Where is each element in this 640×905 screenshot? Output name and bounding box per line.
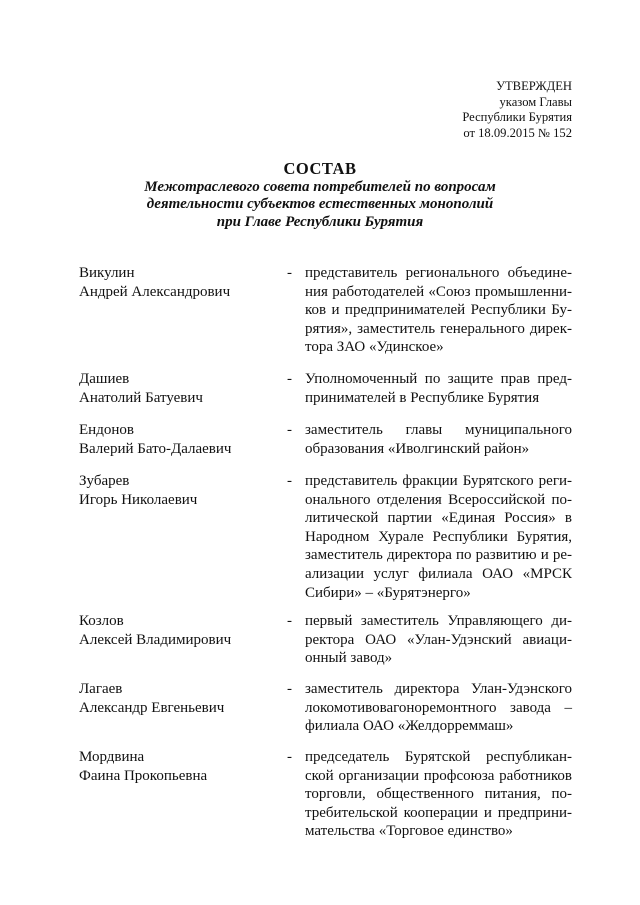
member-dash: - [287, 371, 292, 387]
member-name [79, 421, 231, 458]
approval-line-republic: Республики Бурятия [462, 110, 572, 124]
member-name [79, 264, 230, 301]
member-surname: Викулин [79, 265, 135, 281]
heading-line-2: деятельности субъектов естественных монополий [146, 196, 494, 212]
member-name [79, 472, 197, 509]
member-surname: Зубарев [79, 473, 130, 489]
approval-line-approved: УТВЕРЖДЕН [496, 79, 572, 93]
member-role: заместитель главы муниципального образования «Иволгинский район» [305, 422, 572, 457]
member-dash: - [287, 613, 292, 629]
heading-line-1: Межотраслевого совета потребителей по вопросам [144, 178, 496, 195]
member-name [79, 680, 224, 717]
member-dash: - [287, 473, 292, 489]
document-title: СОСТАВ [283, 159, 357, 178]
member-surname: Дашиев [79, 371, 130, 387]
member-surname: Козлов [79, 613, 124, 629]
member-name [79, 612, 231, 649]
approval-line-decree: указом Главы [499, 94, 572, 109]
member-dash: - [287, 749, 292, 765]
member-dash: - [287, 265, 292, 281]
member-role: представитель регионального объединения работодателей «Союз промышленников и предпринимателей Республики Бурятия», заместитель генерального директора ЗАО «Удинское» [305, 265, 572, 356]
member-given-names: Андрей Александрович [79, 283, 231, 300]
member-given-names: Алексей Владимирович [79, 631, 232, 648]
member-role: представитель фракции Бурятского регионального отделения Всероссийской политической партии «Единая Россия» в Народном Хурале Республики Бурятия, заместитель директора по развитию и реализации услуг филиала ОАО «МРСК Сибири» – «Бурятэнерго» [305, 473, 572, 601]
member-given-names: Александр Евгеньевич [79, 699, 225, 716]
member-given-names: Игорь Николаевич [79, 491, 198, 508]
member-role: первый заместитель Управляющего директора ОАО «Улан-Удэнский авиационный завод» [305, 613, 572, 667]
member-surname: Ендонов [79, 422, 134, 438]
member-role: заместитель директора Улан-Удэнского локомотивовагоноремонтного завода – филиала ОАО «Желдорреммаш» [305, 681, 572, 735]
member-name [79, 748, 207, 785]
member-given-names: Валерий Бато-Далаевич [79, 440, 232, 457]
member-role: председатель Бурятской республиканской организации профсоюза работников торговли, общественного питания, потребительской кооперации и предпринимательства «Торговое единство» [305, 749, 572, 840]
member-surname: Лагаев [79, 681, 123, 697]
member-given-names: Анатолий Батуевич [79, 389, 203, 406]
member-dash: - [287, 422, 292, 438]
member-given-names: Фаина Прокопьевна [79, 767, 208, 784]
member-role: Уполномоченный по защите прав предпринимателей в Республике Бурятия [305, 371, 572, 406]
member-surname: Мордвина [79, 749, 145, 765]
approval-line-date-number: от 18.09.2015 № 152 [463, 125, 572, 140]
member-dash: - [287, 681, 292, 697]
member-name [79, 370, 203, 407]
heading-line-3: при Главе Республики Бурятия [216, 213, 424, 230]
